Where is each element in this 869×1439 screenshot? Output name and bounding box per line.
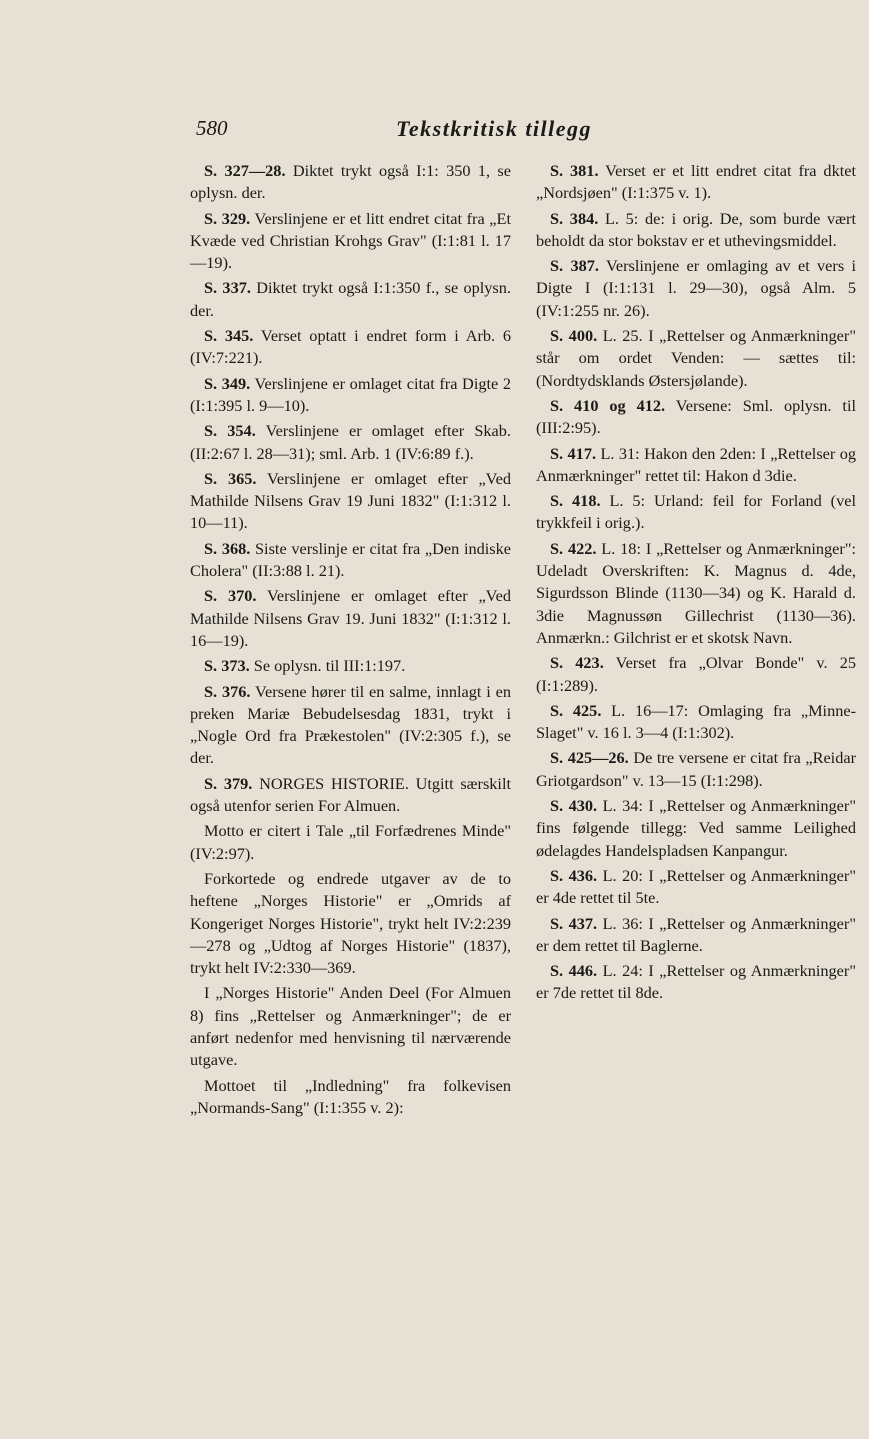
note-text: Diktet trykt også I:1:350 f., se oplysn. der. xyxy=(190,278,511,320)
page-reference: S. 327—28. xyxy=(204,161,286,180)
note-entry xyxy=(536,700,856,745)
page-reference: S. 337. xyxy=(204,278,251,298)
note-text: Motto er citert i Tale „til Forfædrenes Minde" (IV:2:97). xyxy=(190,821,511,863)
note-entry xyxy=(536,443,856,488)
note-entry xyxy=(190,773,511,818)
page-reference: S. 329. xyxy=(204,208,251,228)
page-reference: S. 437. xyxy=(550,913,598,933)
note-entry xyxy=(190,468,511,535)
page-reference: S. 349. xyxy=(204,373,251,393)
note-entry xyxy=(536,490,856,535)
note-entry xyxy=(190,373,511,418)
note-entry xyxy=(190,820,511,865)
running-title: Tekstkritisk tillegg xyxy=(396,116,593,141)
page-reference: S. 422. xyxy=(550,538,597,558)
note-text: Verset optatt i endret form i Arb. 6 (IV:7:221). xyxy=(190,326,511,368)
note-text: Verslinjene er omlaget citat fra Digte 2 (I:1:395 l. 9—10). xyxy=(190,373,511,415)
note-entry xyxy=(190,868,511,979)
note-text: Verslinjene er omlaget efter „Ved Mathilde Nilsens Grav 19 Juni 1832" (I:1:312 l. 10—11). xyxy=(190,468,511,533)
note-text: Verslinjene er et litt endret citat fra „Et Kvæde ved Christian Krohgs Grav" (I:1:81 l. 17—19). xyxy=(190,208,511,273)
page-reference: S. 446. xyxy=(550,961,598,981)
note-text: L. 24: I „Rettelser og Anmærkninger" er 7de rettet til 8de. xyxy=(536,961,856,1003)
note-entry xyxy=(536,208,856,253)
note-text: L. 31: Hakon den 2den: I „Rettelser og Anmærkninger" rettet til: Hakon d 3die. xyxy=(536,443,856,485)
note-text: Verset er et litt endret citat fra dktet „Nordsjøen" (I:1:375 v. 1). xyxy=(536,161,856,203)
page-reference: S. 384. xyxy=(550,208,599,228)
note-text: L. 20: I „Rettelser og Anmærkninger" er 4de rettet til 5te. xyxy=(536,865,856,908)
note-text: L. 5: de: i orig. De, som burde vært beholdt da stor bokstav er et uthevingsmiddel. xyxy=(536,208,856,250)
note-text: Siste verslinje er citat fra „Den indiske Cholera" (II:3:88 l. 21). xyxy=(190,538,511,581)
page-reference: S. 345. xyxy=(204,326,254,346)
note-text: Diktet trykt også I:1: 350 1, se oplysn. der. xyxy=(190,161,511,203)
page-reference: S. 354. xyxy=(204,421,256,441)
page-reference: S. 373. xyxy=(204,656,250,676)
note-text: L. 5: Urland: feil for Forland (vel trykkfeil i orig.). xyxy=(536,491,856,533)
page-number: 580 xyxy=(196,116,228,140)
note-entry xyxy=(190,585,511,652)
page-reference: S. 381. xyxy=(550,161,599,180)
page-reference: S. 410 og 412. xyxy=(550,395,666,415)
note-entry xyxy=(536,652,856,697)
note-entry xyxy=(190,655,511,677)
note-entry xyxy=(536,160,856,205)
left-column xyxy=(190,160,511,1122)
note-entry xyxy=(536,395,856,440)
page-header xyxy=(196,116,646,152)
page-reference: S. 423. xyxy=(550,653,604,673)
page-reference: S. 425. xyxy=(550,700,602,720)
note-entry xyxy=(536,255,856,322)
page-reference: S. 365. xyxy=(204,468,257,488)
note-text: L. 16—17: Omlaging fra „Minne-Slaget" v. 16 l. 3—4 (I:1:302). xyxy=(536,700,856,743)
page-reference: S. 379. xyxy=(204,773,253,793)
note-text: L. 25. I „Rettelser og Anmærkninger" står om ordet Venden: — sættes til: (Nordtydsklands Østersjølande). xyxy=(536,326,856,390)
page-reference: S. 436. xyxy=(550,865,598,885)
note-text: Mottoet til „Indledning" fra folkevisen „Normands-Sang" (I:1:355 v. 2): xyxy=(190,1075,511,1117)
page-reference: S. 376. xyxy=(204,681,251,701)
note-entry xyxy=(190,420,511,465)
note-entry xyxy=(536,538,856,649)
page-reference: S. 418. xyxy=(550,491,601,511)
note-entry xyxy=(190,538,511,583)
note-text: I „Norges Historie" Anden Deel (For Almuen 8) fins „Rettelser og Anmærkninger"; de er anført nedenfor med henvisning til nærværende utgave. xyxy=(190,983,511,1070)
note-text: Verslinjene er omlaging av et vers i Digte I (I:1:131 l. 29—30), også Alm. 5 (IV:1:255 nr. 26). xyxy=(536,256,856,320)
note-text: Forkortede og endrede utgaver av de to heftene „Norges Historie" er „Omrids af Kongeriget Norges Historie", trykt helt IV:2:239—278 og „Udtog af Norges Historie" (1837), trykt helt IV:2:330—369. xyxy=(190,868,511,978)
note-text: Verslinjene er omlaget efter „Ved Mathilde Nilsens Grav 19. Juni 1832" (I:1:312 l. 16—19). xyxy=(190,586,511,650)
page-reference: S. 370. xyxy=(204,586,257,606)
note-text: L. 18: I „Rettelser og Anmærkninger": Udeladt Overskriften: K. Magnus d. 4de, Sigurdsson Blinde (1130—34) og K. Harald d. 3die Magnussøn Gillechrist (1130—36). Anmærkn.: Gilchrist er et skotsk Navn. xyxy=(536,538,856,647)
note-entry xyxy=(190,1075,511,1120)
page-reference: S. 400. xyxy=(550,326,598,346)
note-entry xyxy=(536,865,856,910)
note-text: Versene hører til en salme, innlagt i en preken Mariæ Bebudelsesdag 1831, trykt i „Nogle Ord fra Prækestolen" (IV:2:305 f.), se der. xyxy=(190,681,511,768)
note-text: L. 36: I „Rettelser og Anmærkninger" er dem rettet til Baglerne. xyxy=(536,913,856,955)
note-text: Se oplysn. til III:1:197. xyxy=(249,656,406,676)
note-text: L. 34: I „Rettelser og Anmærkninger" fins følgende tillegg: Ved samme Leilighed ødelagdes Handelspladsen Kanpangur. xyxy=(536,796,856,860)
note-entry xyxy=(190,277,511,322)
note-entry xyxy=(536,913,856,958)
note-entry xyxy=(190,208,511,275)
page-reference: S. 368. xyxy=(204,538,251,558)
page-reference: S. 430. xyxy=(550,796,598,816)
note-entry xyxy=(536,795,856,862)
note-text: De tre versene er citat fra „Reidar Griotgardson" v. 13—15 (I:1:298). xyxy=(536,748,856,790)
note-text: NORGES HISTORIE. Utgitt særskilt også utenfor serien For Almuen. xyxy=(190,773,511,816)
page-reference: S. 417. xyxy=(550,443,597,463)
note-text: Verslinjene er omlaget efter Skab. (II:2:67 l. 28—31); sml. Arb. 1 (IV:6:89 f.). xyxy=(190,421,511,463)
note-entry xyxy=(190,325,511,370)
note-entry xyxy=(536,747,856,792)
note-entry xyxy=(536,325,856,392)
right-column xyxy=(536,160,856,1008)
note-entry xyxy=(536,960,856,1005)
page-reference: S. 425—26. xyxy=(550,748,629,768)
note-entry xyxy=(190,681,511,770)
note-entry xyxy=(190,160,511,205)
note-entry xyxy=(190,982,511,1071)
page-reference: S. 387. xyxy=(550,256,599,276)
note-text: Versene: Sml. oplysn. til (III:2:95). xyxy=(536,395,856,438)
note-text: Verset fra „Olvar Bonde" v. 25 (I:1:289). xyxy=(536,653,856,695)
